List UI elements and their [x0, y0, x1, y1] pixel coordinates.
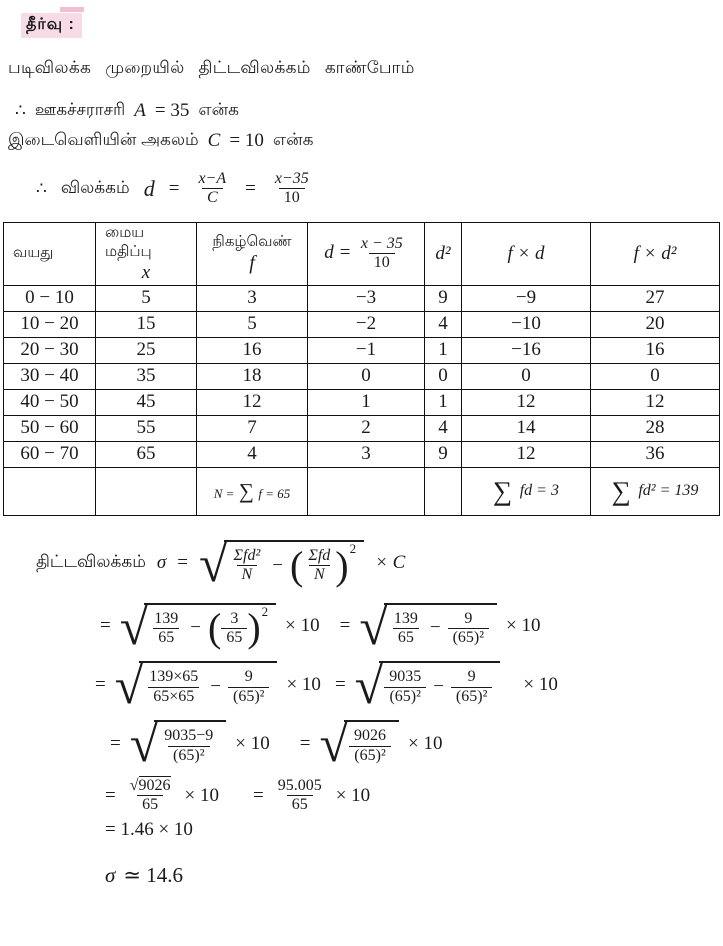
times-10: × 10 — [286, 673, 321, 695]
col-header-fd2: f × d² — [591, 222, 720, 285]
table-row: 0 − 10 5 3 −3 9 −9 27 — [4, 285, 720, 311]
superscript-2: 2 — [261, 603, 269, 619]
stats-table — [3, 222, 720, 516]
fraction: $\frac{\text{Σfd}}{N}$ — [308, 546, 331, 584]
sqrt-expression — [319, 716, 399, 774]
radical-icon: √ — [198, 535, 228, 593]
col-header-midvalue: மைய மதிப்பு x — [96, 222, 197, 285]
equals-sign: = — [299, 732, 311, 754]
col-header-age: வயது — [4, 222, 96, 285]
var-d: d — [143, 175, 155, 201]
table-header-row — [4, 222, 720, 285]
table-row: 50 − 60 55 7 2 4 14 28 — [4, 415, 720, 441]
radical-icon: √ — [359, 598, 388, 656]
minus-sign: − — [429, 617, 441, 639]
times-10: × 10 — [523, 673, 558, 695]
equals-sign: = — [105, 784, 116, 806]
let-word: என்க — [198, 100, 239, 119]
table-row: 60 − 70 65 4 3 9 12 36 — [4, 441, 720, 467]
value-A: = 35 — [154, 100, 190, 121]
col-header-fd: f × d — [462, 222, 591, 285]
equals-sign: = — [245, 177, 256, 199]
minus-sign: − — [210, 676, 222, 698]
fraction-x-minus-35-over-10: $\frac{x-35}{10}$ — [274, 170, 309, 207]
sigma-icon: ∑ — [238, 478, 254, 503]
fraction: $\frac{9035}{\text{(65)²}}$ — [384, 668, 426, 706]
sigma-icon: ∑ — [493, 475, 513, 506]
equals-sign: = — [334, 673, 346, 695]
class-width-label: இடைவெளியின் அகலம் — [8, 130, 199, 149]
squared-parenthesis-group: ( $\frac{\text{Σfd}}{N}$ ) 2 — [289, 540, 357, 588]
radical-icon: √ — [129, 776, 139, 794]
superscript-2: 2 — [349, 540, 357, 556]
result-times-ten: = 1.46 × 10 — [105, 818, 193, 840]
derivation-line-5 — [105, 777, 723, 815]
minus-sign: − — [272, 554, 283, 576]
fraction-header-d: $\frac{x - 35}{10}$ — [360, 234, 403, 272]
times-C: × C — [375, 552, 406, 574]
table-row: 40 − 50 45 12 1 1 12 12 — [4, 389, 720, 415]
sqrt-expression — [359, 598, 497, 656]
times-10: × 10 — [285, 614, 320, 636]
derivation-line-4 — [110, 716, 723, 774]
derivation-line-2 — [100, 598, 723, 656]
fraction: $\frac{139\times 65}{65\times 65}$ — [149, 668, 199, 705]
radical-icon: √ — [319, 716, 349, 774]
fraction: $\frac{9}{\text{(65)²}}$ — [451, 668, 492, 706]
derivation-line-3 — [95, 657, 723, 715]
equals-sign: = — [252, 784, 264, 806]
value-C: = 10 — [229, 130, 264, 151]
solution-title: தீர்வு : — [21, 13, 82, 38]
let-word: என்க — [272, 130, 314, 149]
fraction: $\frac{139}{65}$ — [154, 609, 179, 646]
therefore-symbol: ∴ — [36, 178, 47, 198]
sqrt-expression — [129, 716, 227, 774]
sigma-symbol: σ — [156, 552, 167, 574]
table-row: 20 − 30 25 16 −1 1 −16 16 — [4, 337, 720, 363]
equals-sign: = — [100, 614, 111, 636]
fraction: $\frac{√9026}{65}$ — [129, 776, 171, 814]
minus-sign: − — [190, 617, 201, 639]
fraction: $\frac{3}{65}$ — [221, 610, 247, 648]
fraction: $\frac{139}{65}$ — [393, 609, 418, 646]
sqrt-expression — [114, 657, 278, 715]
col-header-d2: d² — [425, 222, 462, 285]
radical-icon: √ — [119, 598, 149, 656]
total-fd2: ∑ fd² = 139 — [591, 467, 720, 515]
table-row: 10 − 20 15 5 −2 4 −10 20 — [4, 311, 720, 337]
squared-parenthesis-group: ( $\frac{3}{65}$ ) 2 — [207, 603, 269, 651]
col-header-frequency: நிகழ்வெண் f — [197, 222, 308, 285]
sd-formula-line — [36, 535, 723, 593]
equals-sign: = — [339, 614, 351, 636]
sigma-symbol: σ — [105, 862, 116, 887]
fraction: $\frac{9035-9}{\text{(65)²}}$ — [164, 727, 214, 764]
intro-paragraph: படிவிலக்க முறையில் திட்டவிலக்கம் காண்போம் — [8, 58, 415, 77]
col-header-d: d = $\frac{x - 35}{10}$ — [308, 222, 425, 285]
sqrt-expression — [198, 535, 364, 593]
final-answer-line — [105, 863, 723, 888]
radical-icon: √ — [354, 657, 384, 715]
minus-sign: − — [433, 676, 444, 698]
times-10: × 10 — [184, 784, 219, 806]
fraction: $\frac{95.005}{65}$ — [277, 776, 322, 814]
class-width-line — [8, 130, 723, 152]
times-10: × 10 — [235, 732, 270, 754]
therefore-symbol: ∴ — [15, 101, 26, 120]
assumed-mean-label: ஊகச்சராசரி — [34, 100, 126, 119]
table-totals-row — [4, 467, 720, 515]
fraction: $\frac{9026}{\text{(65)²}}$ — [349, 727, 391, 765]
var-A: A — [134, 100, 146, 121]
equals-sign: = — [95, 673, 106, 695]
final-value: ≃ 14.6 — [123, 862, 183, 887]
fraction: $\frac{\text{Σfd²}}{N}$ — [233, 546, 261, 584]
var-C: C — [207, 130, 221, 151]
total-N: N = ∑ f = 65 — [197, 467, 308, 515]
times-10: × 10 — [408, 732, 443, 754]
total-fd: ∑ fd = 3 — [462, 467, 591, 515]
equals-sign: = — [168, 177, 180, 199]
radical-icon: √ — [114, 657, 144, 715]
sd-label: திட்டவிலக்கம் — [36, 552, 146, 572]
assumed-mean-line — [15, 100, 723, 122]
equals-sign: = — [177, 552, 188, 574]
fraction: $\frac{9}{\text{(65)²}}$ — [228, 668, 269, 706]
sqrt-expression — [119, 598, 276, 656]
radical-icon: √ — [129, 716, 159, 774]
derivation-line-6 — [105, 819, 723, 841]
sqrt-expression — [354, 657, 501, 715]
equals-sign: = — [110, 732, 121, 754]
highlight-mark — [60, 7, 84, 12]
fraction: $\frac{9}{\text{(65)²}}$ — [448, 610, 489, 648]
times-10: × 10 — [506, 614, 541, 636]
table-row: 30 − 40 35 18 0 0 0 0 — [4, 363, 720, 389]
deviation-label: விலக்கம் — [60, 177, 130, 197]
sigma-icon: ∑ — [611, 475, 631, 506]
fraction-x-minus-A-over-C: $\frac{x-A}{C}$ — [198, 170, 227, 207]
times-10: × 10 — [335, 784, 371, 806]
deviation-formula-line — [36, 170, 723, 208]
